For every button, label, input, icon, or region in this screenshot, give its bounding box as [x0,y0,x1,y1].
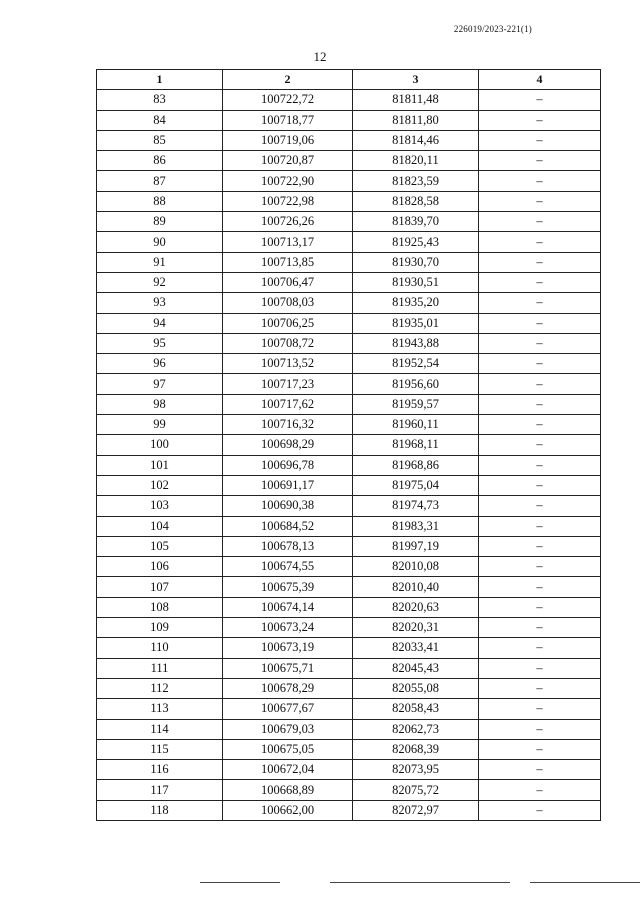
table-row [97,739,601,759]
table-row [97,151,601,171]
table-cell-col-4: – [479,678,601,698]
table-cell-col-3: 82075,72 [353,780,479,800]
table-cell-col-3: 82010,40 [353,577,479,597]
column-header-1: 1 [97,70,223,90]
table-row [97,577,601,597]
table-cell-col-2: 100675,39 [223,577,353,597]
table-row [97,658,601,678]
table-row [97,232,601,252]
table-cell-col-4: – [479,252,601,272]
table-cell-col-3: 81974,73 [353,496,479,516]
table-row [97,130,601,150]
table-cell-col-2: 100662,00 [223,800,353,820]
table-cell-col-1: 109 [97,618,223,638]
table-cell-col-4: – [479,455,601,475]
table-row [97,699,601,719]
table-cell-col-1: 103 [97,496,223,516]
table-row [97,719,601,739]
table-cell-col-4: – [479,638,601,658]
table-cell-col-2: 100678,13 [223,536,353,556]
table-cell-col-1: 90 [97,232,223,252]
table-cell-col-1: 97 [97,374,223,394]
table-cell-col-4: – [479,394,601,414]
column-header-2: 2 [223,70,353,90]
table-row [97,516,601,536]
table-cell-col-2: 100726,26 [223,212,353,232]
table-cell-col-3: 82033,41 [353,638,479,658]
table-header-row [97,70,601,90]
table-cell-col-2: 100684,52 [223,516,353,536]
table-cell-col-2: 100706,47 [223,272,353,292]
table-cell-col-1: 117 [97,780,223,800]
table-cell-col-3: 82045,43 [353,658,479,678]
table-cell-col-3: 81997,19 [353,536,479,556]
table-cell-col-4: – [479,415,601,435]
table-cell-col-1: 115 [97,739,223,759]
table-cell-col-1: 83 [97,90,223,110]
table-cell-col-4: – [479,577,601,597]
table-cell-col-2: 100716,32 [223,415,353,435]
table-cell-col-4: – [479,597,601,617]
table-cell-col-3: 82072,97 [353,800,479,820]
table-cell-col-4: – [479,496,601,516]
table-cell-col-1: 116 [97,760,223,780]
table-row [97,90,601,110]
table-row [97,354,601,374]
table-cell-col-1: 94 [97,313,223,333]
table-cell-col-1: 118 [97,800,223,820]
table-cell-col-2: 100722,98 [223,191,353,211]
document-number: 226019/2023-221(1) [453,24,532,34]
table-cell-col-2: 100691,17 [223,475,353,495]
table-row [97,800,601,820]
table-cell-col-2: 100673,24 [223,618,353,638]
table-row [97,760,601,780]
table-cell-col-4: – [479,313,601,333]
table-cell-col-4: – [479,800,601,820]
table-cell-col-4: – [479,212,601,232]
table-cell-col-2: 100722,72 [223,90,353,110]
table-cell-col-4: – [479,354,601,374]
table-cell-col-1: 98 [97,394,223,414]
table-row [97,638,601,658]
table-cell-col-2: 100698,29 [223,435,353,455]
table-cell-col-2: 100675,05 [223,739,353,759]
table-row [97,333,601,353]
table-row [97,415,601,435]
table-cell-col-2: 100722,90 [223,171,353,191]
table-cell-col-2: 100720,87 [223,151,353,171]
table-cell-col-3: 81956,60 [353,374,479,394]
table-cell-col-2: 100713,85 [223,252,353,272]
table-cell-col-4: – [479,658,601,678]
table-cell-col-1: 112 [97,678,223,698]
column-header-3: 3 [353,70,479,90]
table-cell-col-1: 95 [97,333,223,353]
table-row [97,496,601,516]
table-cell-col-4: – [479,374,601,394]
table-body [97,90,601,821]
table-cell-col-4: – [479,293,601,313]
table-cell-col-3: 81828,58 [353,191,479,211]
table-cell-col-4: – [479,557,601,577]
table-cell-col-4: – [479,780,601,800]
table-cell-col-3: 81823,59 [353,171,479,191]
table-cell-col-3: 81943,88 [353,333,479,353]
table-cell-col-2: 100719,06 [223,130,353,150]
table-cell-col-3: 81930,70 [353,252,479,272]
table-cell-col-3: 81983,31 [353,516,479,536]
table-cell-col-3: 81935,01 [353,313,479,333]
table-cell-col-1: 104 [97,516,223,536]
table-row [97,293,601,313]
table-cell-col-3: 82058,43 [353,699,479,719]
table-cell-col-4: – [479,191,601,211]
table-cell-col-2: 100672,04 [223,760,353,780]
table-cell-col-4: – [479,536,601,556]
table-cell-col-3: 81975,04 [353,475,479,495]
table-cell-col-2: 100706,25 [223,313,353,333]
table-cell-col-4: – [479,739,601,759]
table-cell-col-1: 111 [97,658,223,678]
table-cell-col-4: – [479,171,601,191]
table-cell-col-2: 100713,52 [223,354,353,374]
table-cell-col-2: 100675,71 [223,658,353,678]
table-cell-col-1: 92 [97,272,223,292]
table-row [97,597,601,617]
table-cell-col-2: 100674,14 [223,597,353,617]
table-cell-col-3: 81968,11 [353,435,479,455]
table-cell-col-2: 100679,03 [223,719,353,739]
coordinates-table [96,69,601,821]
table-cell-col-2: 100717,62 [223,394,353,414]
table-cell-col-4: – [479,333,601,353]
table-cell-col-2: 100677,67 [223,699,353,719]
table-cell-col-1: 107 [97,577,223,597]
table-cell-col-1: 110 [97,638,223,658]
table-row [97,780,601,800]
table-row [97,252,601,272]
table-cell-col-1: 96 [97,354,223,374]
table-cell-col-2: 100674,55 [223,557,353,577]
table-cell-col-4: – [479,151,601,171]
footer-rule [200,880,640,886]
table-cell-col-1: 86 [97,151,223,171]
table-cell-col-2: 100708,03 [223,293,353,313]
table-row [97,313,601,333]
table-cell-col-1: 106 [97,557,223,577]
table-cell-col-2: 100718,77 [223,110,353,130]
table-cell-col-3: 81925,43 [353,232,479,252]
table-row [97,557,601,577]
table-cell-col-1: 88 [97,191,223,211]
column-header-4: 4 [479,70,601,90]
table-cell-col-1: 93 [97,293,223,313]
table-cell-col-4: – [479,699,601,719]
table-row [97,678,601,698]
table-cell-col-4: – [479,90,601,110]
table-cell-col-3: 82055,08 [353,678,479,698]
table-cell-col-3: 81968,86 [353,455,479,475]
table-cell-col-3: 82020,63 [353,597,479,617]
table-cell-col-3: 81814,46 [353,130,479,150]
table-cell-col-3: 82010,08 [353,557,479,577]
table-cell-col-3: 82020,31 [353,618,479,638]
table-row [97,475,601,495]
table-cell-col-2: 100696,78 [223,455,353,475]
table-row [97,212,601,232]
table-cell-col-2: 100713,17 [223,232,353,252]
table-cell-col-1: 113 [97,699,223,719]
table-cell-col-1: 99 [97,415,223,435]
table-cell-col-3: 81935,20 [353,293,479,313]
table-row [97,171,601,191]
table-cell-col-2: 100673,19 [223,638,353,658]
table-cell-col-3: 81811,80 [353,110,479,130]
table-row [97,455,601,475]
table-cell-col-3: 81811,48 [353,90,479,110]
table-cell-col-3: 81930,51 [353,272,479,292]
table-cell-col-4: – [479,719,601,739]
table-cell-col-4: – [479,232,601,252]
table-cell-col-3: 81952,54 [353,354,479,374]
table-cell-col-4: – [479,618,601,638]
table-cell-col-3: 81820,11 [353,151,479,171]
table-cell-col-3: 82073,95 [353,760,479,780]
table-cell-col-1: 87 [97,171,223,191]
table-cell-col-2: 100668,89 [223,780,353,800]
table-cell-col-3: 82068,39 [353,739,479,759]
table-cell-col-1: 85 [97,130,223,150]
page-number: 12 [313,49,327,64]
table-cell-col-3: 82062,73 [353,719,479,739]
table-row [97,536,601,556]
table-cell-col-4: – [479,272,601,292]
table-row [97,618,601,638]
table-cell-col-1: 102 [97,475,223,495]
table-cell-col-4: – [479,110,601,130]
table-cell-col-3: 81959,57 [353,394,479,414]
table-row [97,374,601,394]
table-cell-col-4: – [479,435,601,455]
table-cell-col-3: 81960,11 [353,415,479,435]
table-cell-col-4: – [479,475,601,495]
table-cell-col-1: 101 [97,455,223,475]
table-row [97,435,601,455]
table-cell-col-2: 100678,29 [223,678,353,698]
table-cell-col-4: – [479,516,601,536]
table-cell-col-1: 114 [97,719,223,739]
table-cell-col-4: – [479,130,601,150]
table-cell-col-1: 91 [97,252,223,272]
table-cell-col-1: 105 [97,536,223,556]
table-row [97,191,601,211]
table-cell-col-1: 100 [97,435,223,455]
table-row [97,394,601,414]
table-cell-col-4: – [479,760,601,780]
table-cell-col-2: 100708,72 [223,333,353,353]
table-row [97,110,601,130]
table-cell-col-2: 100717,23 [223,374,353,394]
table-cell-col-1: 89 [97,212,223,232]
table-cell-col-1: 84 [97,110,223,130]
table-cell-col-2: 100690,38 [223,496,353,516]
table-row [97,272,601,292]
table-cell-col-1: 108 [97,597,223,617]
table-cell-col-3: 81839,70 [353,212,479,232]
